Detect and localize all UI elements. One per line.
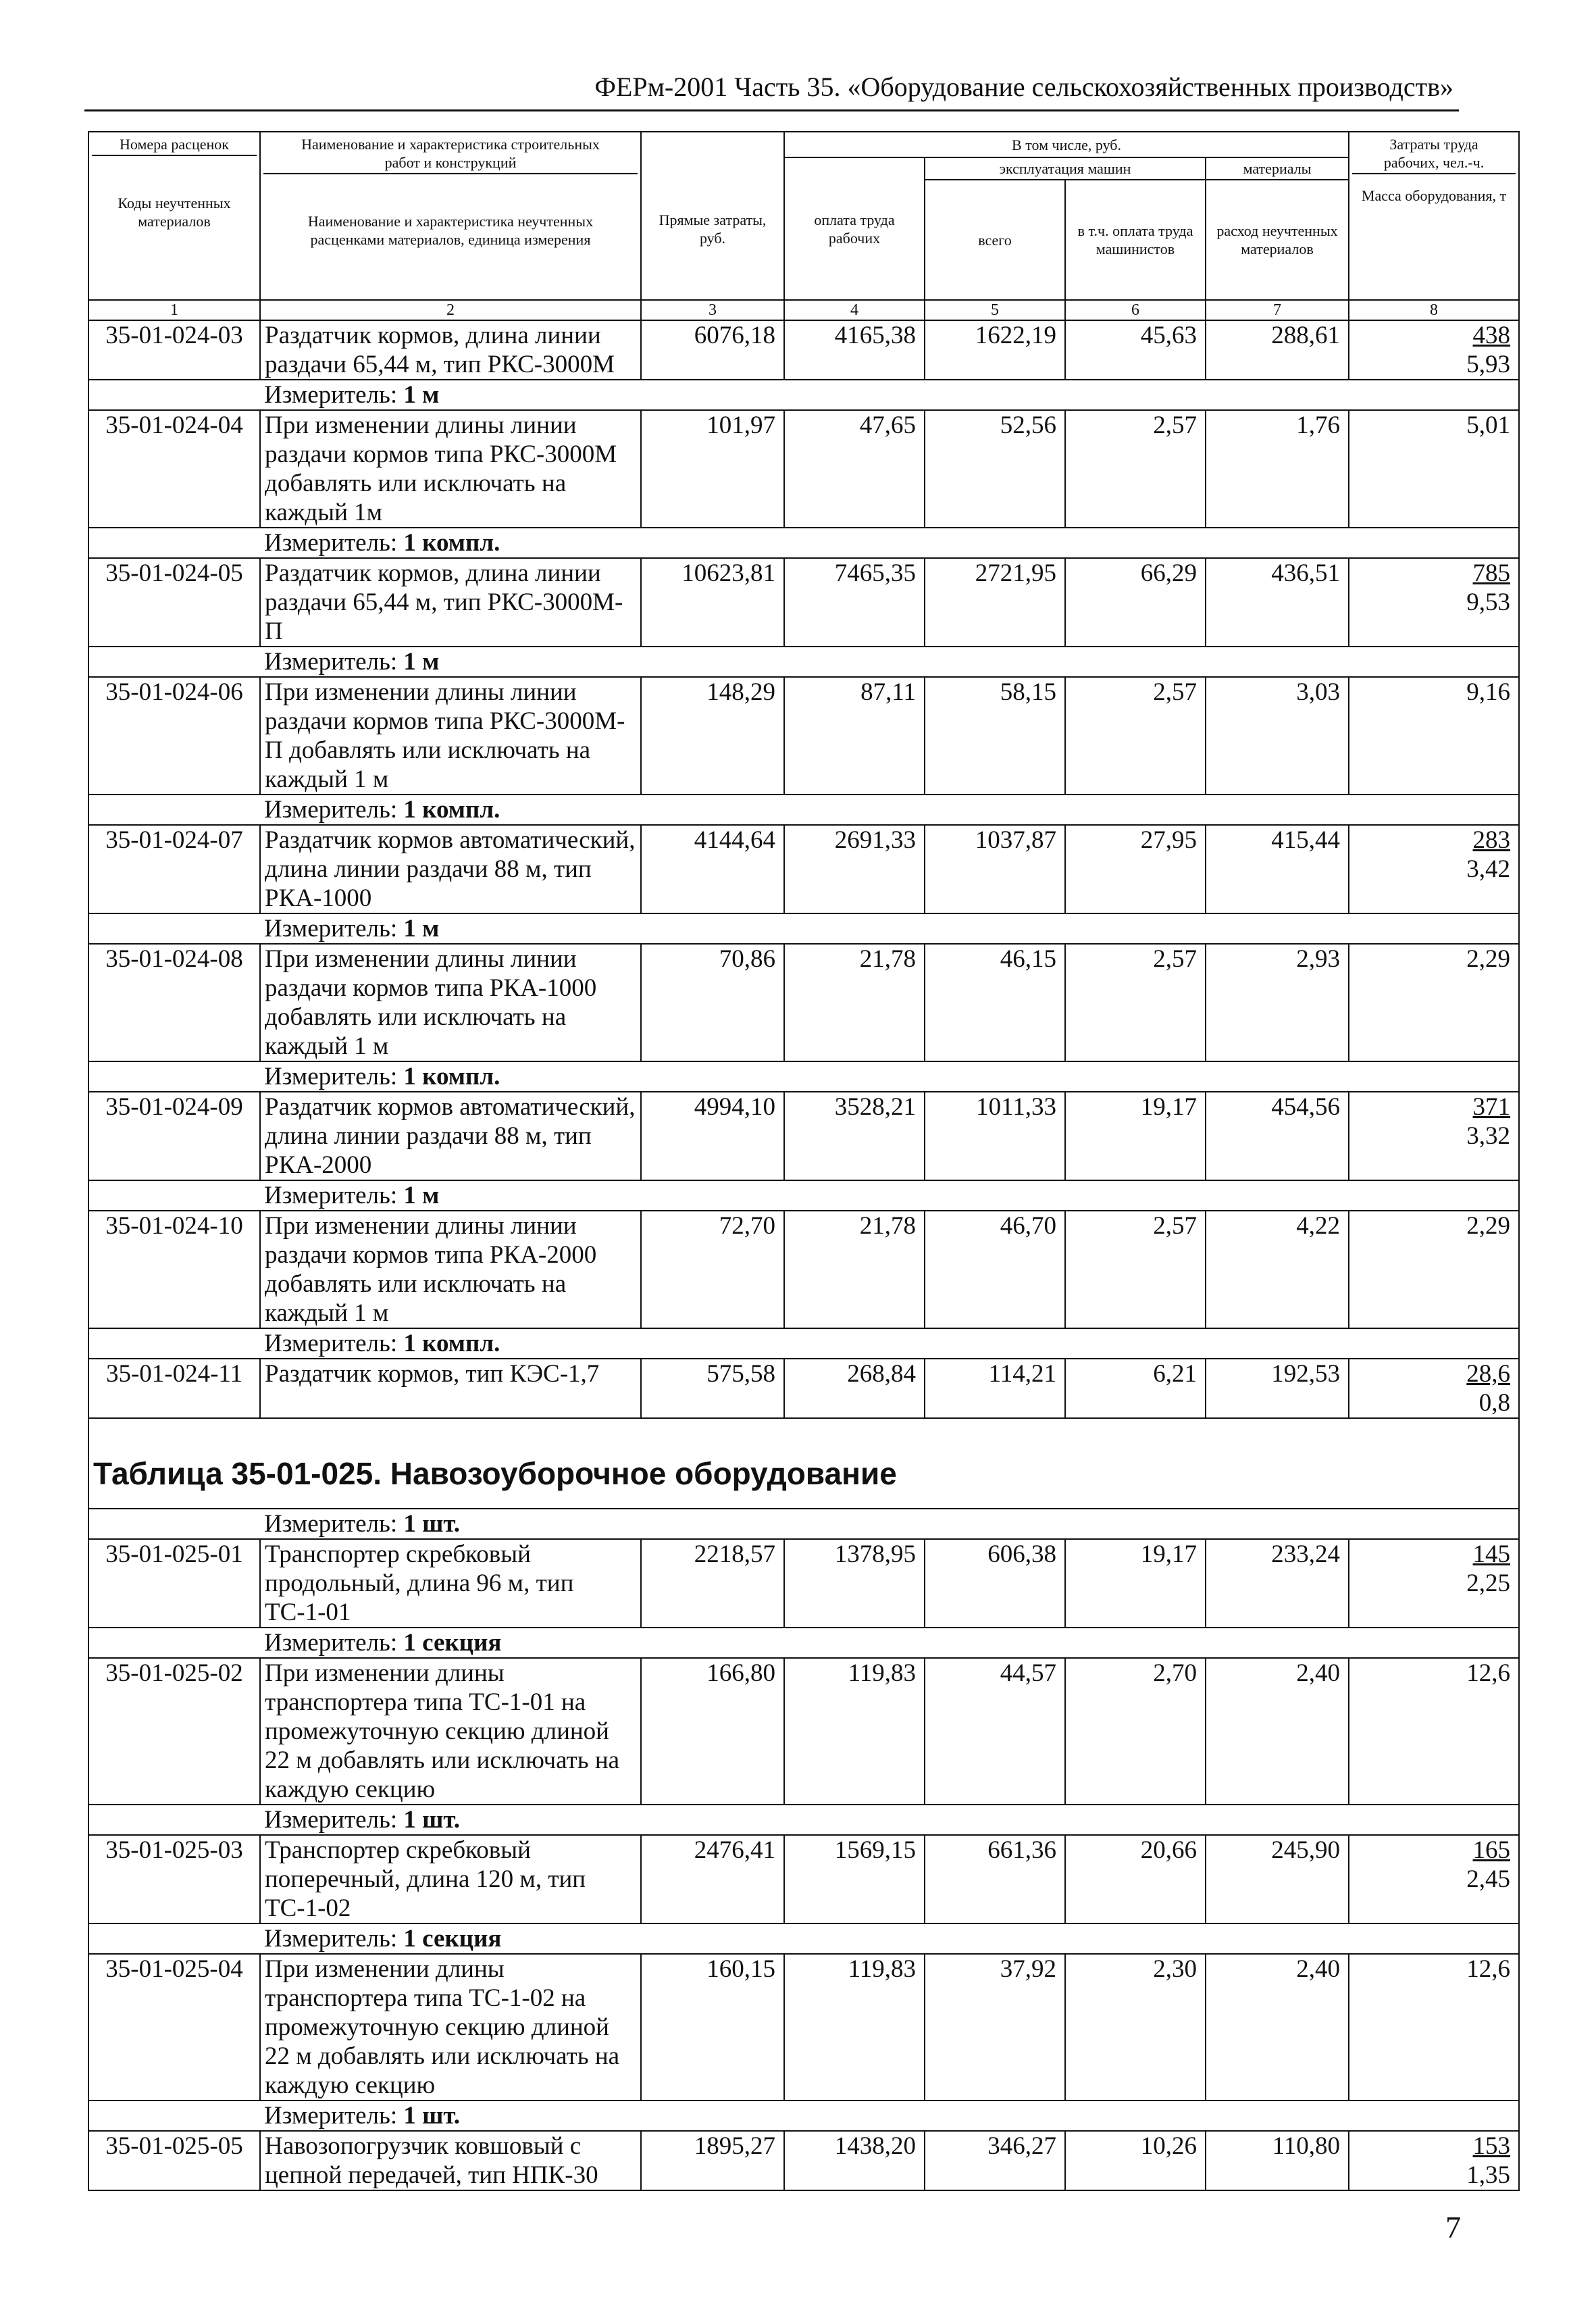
rate-code: 35-01-024-08 [88, 944, 260, 1061]
header-col2-bottom: Наименование и характеристика неучтенных расценками материалов, единица измерения [307, 213, 594, 248]
labor-mass-fraction [1466, 1359, 1510, 1417]
header-col2 [260, 132, 641, 300]
rate-value-c5: 58,15 [925, 677, 1065, 795]
measure-label: Измеритель: [264, 1629, 398, 1657]
measure-label: Измеритель: [264, 2102, 398, 2130]
measure-cell [260, 380, 1349, 410]
rate-value-c6: 6,21 [1065, 1359, 1206, 1418]
rate-value-c6: 2,57 [1065, 677, 1206, 795]
header-col3: Прямые затраты, руб. [641, 132, 784, 300]
rate-value-c4: 2691,33 [784, 825, 925, 913]
rate-value-c5: 606,38 [925, 1539, 1065, 1628]
measure-label: Измеритель: [264, 1330, 398, 1357]
header-col1-top: Номера расценок [92, 134, 257, 156]
rate-value-c4: 1438,20 [784, 2131, 925, 2190]
rate-row [88, 558, 1519, 647]
rate-description: Раздатчик кормов, длина линии раздачи 65,44 м, тип РКС-3000М-П [260, 558, 641, 647]
header-col8 [1349, 132, 1519, 300]
rate-row [88, 1658, 1519, 1805]
table2-body [88, 1509, 1519, 2190]
rate-code: 35-01-024-03 [88, 320, 260, 380]
column-number: 2 [260, 300, 641, 320]
measure-spacer [88, 1805, 260, 1835]
rate-value-c4: 47,65 [784, 410, 925, 528]
rate-value-c5: 44,57 [925, 1658, 1065, 1805]
labor-mass-fraction [1466, 1836, 1510, 1894]
labor-hours: 283 [1472, 826, 1511, 854]
rate-value-c5: 1037,87 [925, 825, 1065, 913]
rate-value-c3: 4994,10 [641, 1092, 784, 1180]
rate-value-c5: 46,70 [925, 1211, 1065, 1328]
labor-hours: 153 [1472, 2132, 1511, 2160]
rate-value-c3: 2218,57 [641, 1539, 784, 1628]
rate-labor-mass [1349, 1359, 1519, 1418]
measure-row [88, 1923, 1519, 1954]
page-number: 7 [1445, 2210, 1461, 2244]
measure-cell [260, 1180, 1349, 1211]
rate-row [88, 1211, 1519, 1328]
rate-row [88, 1835, 1519, 1923]
rate-value-c3: 6076,18 [641, 320, 784, 380]
rate-row [88, 320, 1519, 380]
rate-value-c7: 2,40 [1206, 1954, 1349, 2101]
header-machines: эксплуатация машин [925, 157, 1206, 180]
measure-value: 1 компл. [403, 1063, 500, 1090]
measure-row [88, 1628, 1519, 1658]
measure-spacer [88, 1061, 260, 1092]
measure-spacer [88, 647, 260, 677]
header-col1-bottom: Коды неучтенных материалов [118, 195, 231, 230]
measure-label: Измеритель: [264, 1925, 398, 1953]
rate-description: Раздатчик кормов автоматический, длина линии раздачи 88 м, тип РКА-1000 [260, 825, 641, 913]
measure-spacer [88, 1180, 260, 1211]
rate-code: 35-01-025-01 [88, 1539, 260, 1628]
column-number: 7 [1206, 300, 1349, 320]
measure-row [88, 1061, 1519, 1092]
column-number: 1 [88, 300, 260, 320]
rate-description: Раздатчик кормов автоматический, длина линии раздачи 88 м, тип РКА-2000 [260, 1092, 641, 1180]
measure-spacer [1349, 2101, 1519, 2131]
measure-label: Измеритель: [264, 1806, 398, 1834]
rate-code: 35-01-024-06 [88, 677, 260, 795]
rate-code: 35-01-024-07 [88, 825, 260, 913]
rate-value-c4: 119,83 [784, 1658, 925, 1805]
rate-code: 35-01-024-10 [88, 1211, 260, 1328]
rate-value-c3: 4144,64 [641, 825, 784, 913]
measure-spacer [1349, 795, 1519, 825]
labor-hours: 145 [1472, 1540, 1511, 1568]
measure-value: 1 шт. [403, 2102, 461, 2130]
measure-value: 1 шт. [403, 1510, 461, 1538]
rate-row [88, 2131, 1519, 2190]
rate-code: 35-01-024-11 [88, 1359, 260, 1418]
labor-mass-fraction [1466, 321, 1510, 379]
rate-value-c4: 21,78 [784, 944, 925, 1061]
measure-value: 1 м [403, 1182, 440, 1209]
rate-value-c7: 1,76 [1206, 410, 1349, 528]
rate-value-c5: 2721,95 [925, 558, 1065, 647]
equipment-mass: 5,93 [1466, 351, 1511, 378]
labor-hours: 438 [1472, 322, 1511, 349]
measure-label: Измеритель: [264, 648, 398, 676]
measure-label: Измеритель: [264, 1510, 398, 1538]
labor-hours: 12,6 [1466, 1955, 1511, 1983]
measure-value: 1 м [403, 915, 440, 942]
measure-spacer [1349, 1180, 1519, 1211]
measure-spacer [88, 528, 260, 558]
header-col2-top: Наименование и характеристика строительных работ и конструкций [263, 134, 638, 174]
rate-code: 35-01-024-04 [88, 410, 260, 528]
measure-spacer [1349, 1061, 1519, 1092]
column-number: 5 [925, 300, 1065, 320]
rate-value-c3: 10623,81 [641, 558, 784, 647]
equipment-mass: 3,42 [1466, 855, 1511, 883]
rate-labor-mass [1349, 1539, 1519, 1628]
labor-mass-fraction [1466, 826, 1510, 884]
measure-cell [260, 1805, 1349, 1835]
measure-value: 1 компл. [403, 529, 500, 557]
rate-value-c7: 192,53 [1206, 1359, 1349, 1418]
measure-spacer [1349, 913, 1519, 944]
rate-value-c3: 148,29 [641, 677, 784, 795]
rate-value-c6: 10,26 [1065, 2131, 1206, 2190]
rate-labor-mass [1349, 1092, 1519, 1180]
measure-cell [260, 913, 1349, 944]
labor-hours: 165 [1472, 1836, 1511, 1864]
rate-value-c6: 2,57 [1065, 410, 1206, 528]
rate-value-c7: 2,93 [1206, 944, 1349, 1061]
header-col4: оплата труда рабочих [784, 157, 925, 300]
measure-spacer [88, 1628, 260, 1658]
rate-row [88, 1359, 1519, 1418]
measure-row [88, 1509, 1519, 1539]
measure-cell [260, 795, 1349, 825]
measure-label: Измеритель: [264, 796, 398, 824]
measure-spacer [88, 380, 260, 410]
measure-row [88, 1805, 1519, 1835]
measure-cell [260, 1509, 1349, 1539]
measure-spacer [1349, 1628, 1519, 1658]
measure-label: Измеритель: [264, 1063, 398, 1090]
rate-value-c4: 21,78 [784, 1211, 925, 1328]
header-col1 [88, 132, 260, 300]
measure-cell [260, 1061, 1349, 1092]
rate-labor-mass [1349, 944, 1519, 1061]
measure-value: 1 секция [403, 1629, 502, 1657]
rates-table [88, 131, 1520, 2191]
equipment-mass: 9,53 [1466, 588, 1511, 616]
rate-labor-mass [1349, 1954, 1519, 2101]
measure-cell [260, 1628, 1349, 1658]
rate-row [88, 1539, 1519, 1628]
labor-mass-fraction [1466, 1540, 1510, 1598]
header-col5: всего [925, 180, 1065, 300]
rate-row [88, 1954, 1519, 2101]
rate-code: 35-01-025-02 [88, 1658, 260, 1805]
rate-description: При изменении длины линии раздачи кормов типа РКС-3000М добавлять или исключать на каждый 1м [260, 410, 641, 528]
rate-description: Транспортер скребковый поперечный, длина 120 м, тип ТС-1-02 [260, 1835, 641, 1923]
column-number: 4 [784, 300, 925, 320]
measure-row [88, 913, 1519, 944]
rate-labor-mass [1349, 1658, 1519, 1805]
measure-value: 1 компл. [403, 1330, 500, 1357]
rate-value-c7: 3,03 [1206, 677, 1349, 795]
rate-code: 35-01-024-05 [88, 558, 260, 647]
rate-description: Навозопогрузчик ковшовый с цепной передачей, тип НПК-30 [260, 2131, 641, 2190]
header-materials: материалы [1206, 157, 1349, 180]
measure-row [88, 380, 1519, 410]
labor-hours: 371 [1472, 1093, 1511, 1121]
measure-spacer [88, 913, 260, 944]
measure-row [88, 795, 1519, 825]
rate-value-c3: 70,86 [641, 944, 784, 1061]
header-col6: в т.ч. оплата труда машинистов [1065, 180, 1206, 300]
rate-value-c6: 2,57 [1065, 1211, 1206, 1328]
measure-label: Измеритель: [264, 915, 398, 942]
column-number: 8 [1349, 300, 1519, 320]
labor-mass-fraction [1466, 559, 1510, 617]
header-col7: расход неучтенных материалов [1206, 180, 1349, 300]
rate-value-c4: 119,83 [784, 1954, 925, 2101]
rate-value-c4: 3528,21 [784, 1092, 925, 1180]
rate-value-c4: 1378,95 [784, 1539, 925, 1628]
table2-title-block [88, 1418, 1519, 1509]
rate-value-c7: 454,56 [1206, 1092, 1349, 1180]
rate-row [88, 944, 1519, 1061]
labor-hours: 9,16 [1466, 678, 1511, 706]
rate-value-c5: 1011,33 [925, 1092, 1065, 1180]
measure-spacer [1349, 380, 1519, 410]
equipment-mass: 1,35 [1466, 2161, 1511, 2189]
measure-value: 1 м [403, 648, 440, 676]
measure-spacer [1349, 1328, 1519, 1359]
rate-value-c7: 288,61 [1206, 320, 1349, 380]
rate-labor-mass [1349, 410, 1519, 528]
rate-value-c7: 4,22 [1206, 1211, 1349, 1328]
rate-value-c6: 66,29 [1065, 558, 1206, 647]
page-header-title: ФЕРм-2001 Часть 35. «Оборудование сельскохозяйственных производств» [594, 72, 1453, 102]
rate-row [88, 410, 1519, 528]
rate-value-c5: 346,27 [925, 2131, 1065, 2190]
rate-value-c7: 110,80 [1206, 2131, 1349, 2190]
labor-hours: 12,6 [1466, 1659, 1511, 1687]
labor-hours: 28,6 [1466, 1360, 1511, 1388]
column-number: 6 [1065, 300, 1206, 320]
measure-spacer [1349, 1509, 1519, 1539]
rate-value-c6: 2,70 [1065, 1658, 1206, 1805]
rate-value-c4: 87,11 [784, 677, 925, 795]
page-header [84, 70, 1459, 111]
measure-value: 1 компл. [403, 796, 500, 824]
rate-value-c3: 1895,27 [641, 2131, 784, 2190]
measure-spacer [88, 1328, 260, 1359]
rate-value-c7: 245,90 [1206, 1835, 1349, 1923]
rate-description: При изменении длины линии раздачи кормов типа РКС-3000М-П добавлять или исключать на каждый 1 м [260, 677, 641, 795]
measure-row [88, 2101, 1519, 2131]
rate-value-c4: 4165,38 [784, 320, 925, 380]
rate-value-c6: 20,66 [1065, 1835, 1206, 1923]
header-including: В том числе, руб. [784, 132, 1349, 157]
rate-value-c3: 166,80 [641, 1658, 784, 1805]
measure-row [88, 1180, 1519, 1211]
equipment-mass: 0,8 [1478, 1389, 1511, 1417]
measure-row [88, 647, 1519, 677]
rate-value-c5: 114,21 [925, 1359, 1065, 1418]
measure-spacer [88, 2101, 260, 2131]
rate-value-c7: 233,24 [1206, 1539, 1349, 1628]
rate-labor-mass [1349, 1211, 1519, 1328]
rate-row [88, 825, 1519, 913]
rate-description: При изменении длины линии раздачи кормов типа РКА-1000 добавлять или исключать на каждый 1 м [260, 944, 641, 1061]
rate-value-c6: 2,57 [1065, 944, 1206, 1061]
rates-table-body [88, 132, 1519, 1418]
rate-value-c4: 268,84 [784, 1359, 925, 1418]
rate-value-c7: 2,40 [1206, 1658, 1349, 1805]
measure-cell [260, 1328, 1349, 1359]
rate-value-c5: 46,15 [925, 944, 1065, 1061]
labor-mass-fraction [1466, 1092, 1510, 1151]
measure-spacer [88, 1923, 260, 1954]
measure-cell [260, 2101, 1349, 2131]
column-numbers-row [88, 300, 1519, 320]
rate-description: При изменении длины линии раздачи кормов типа РКА-2000 добавлять или исключать на каждый 1 м [260, 1211, 641, 1328]
measure-spacer [1349, 528, 1519, 558]
rate-value-c3: 575,58 [641, 1359, 784, 1418]
rate-value-c6: 2,30 [1065, 1954, 1206, 2101]
rate-row [88, 1092, 1519, 1180]
rate-value-c4: 1569,15 [784, 1835, 925, 1923]
rate-labor-mass [1349, 825, 1519, 913]
labor-hours: 2,29 [1466, 945, 1511, 973]
measure-row [88, 1328, 1519, 1359]
header-col8-bottom: Масса оборудования, т [1361, 187, 1507, 204]
rate-code: 35-01-025-05 [88, 2131, 260, 2190]
rate-value-c3: 101,97 [641, 410, 784, 528]
equipment-mass: 2,25 [1466, 1569, 1511, 1597]
measure-row [88, 528, 1519, 558]
column-number: 3 [641, 300, 784, 320]
measure-label: Измеритель: [264, 381, 398, 409]
measure-label: Измеритель: [264, 1182, 398, 1209]
header-col8-top: Затраты труда рабочих, чел.-ч. [1352, 134, 1516, 174]
rate-code: 35-01-025-03 [88, 1835, 260, 1923]
rate-code: 35-01-024-09 [88, 1092, 260, 1180]
rate-description: При изменении длины транспортера типа ТС-1-02 на промежуточную секцию длиной 22 м добавлять или исключать на каждую секцию [260, 1954, 641, 2101]
rate-value-c6: 19,17 [1065, 1539, 1206, 1628]
measure-cell [260, 1923, 1349, 1954]
rate-description: При изменении длины транспортера типа ТС-1-01 на промежуточную секцию длиной 22 м добавлять или исключать на каждую секцию [260, 1658, 641, 1805]
labor-mass-fraction [1466, 2132, 1510, 2190]
rate-labor-mass [1349, 677, 1519, 795]
measure-cell [260, 647, 1349, 677]
rate-value-c3: 72,70 [641, 1211, 784, 1328]
rate-code: 35-01-025-04 [88, 1954, 260, 2101]
measure-spacer [1349, 1923, 1519, 1954]
measure-spacer [88, 795, 260, 825]
rate-value-c6: 45,63 [1065, 320, 1206, 380]
measure-spacer [1349, 647, 1519, 677]
measure-value: 1 шт. [403, 1806, 461, 1834]
rate-labor-mass [1349, 2131, 1519, 2190]
labor-hours: 785 [1472, 559, 1511, 587]
measure-spacer [88, 1509, 260, 1539]
rate-labor-mass [1349, 320, 1519, 380]
rate-labor-mass [1349, 558, 1519, 647]
rate-value-c7: 436,51 [1206, 558, 1349, 647]
measure-value: 1 секция [403, 1925, 502, 1953]
equipment-mass: 2,45 [1466, 1865, 1511, 1893]
rate-row [88, 677, 1519, 795]
rate-description: Раздатчик кормов, тип КЭС-1,7 [260, 1359, 641, 1418]
rate-labor-mass [1349, 1835, 1519, 1923]
measure-cell [260, 528, 1349, 558]
rate-value-c5: 1622,19 [925, 320, 1065, 380]
rate-value-c5: 52,56 [925, 410, 1065, 528]
rate-value-c6: 27,95 [1065, 825, 1206, 913]
rate-description: Транспортер скребковый продольный, длина 96 м, тип ТС-1-01 [260, 1539, 641, 1628]
measure-value: 1 м [403, 381, 440, 409]
rate-value-c5: 37,92 [925, 1954, 1065, 2101]
table2-title: Таблица 35-01-025. Навозоуборочное оборудование [88, 1418, 1519, 1509]
rate-value-c6: 19,17 [1065, 1092, 1206, 1180]
labor-hours: 2,29 [1466, 1212, 1511, 1240]
measure-spacer [1349, 1805, 1519, 1835]
rate-value-c3: 160,15 [641, 1954, 784, 2101]
rate-value-c7: 415,44 [1206, 825, 1349, 913]
rate-value-c5: 661,36 [925, 1835, 1065, 1923]
labor-hours: 5,01 [1466, 411, 1511, 439]
rate-value-c4: 7465,35 [784, 558, 925, 647]
measure-label: Измеритель: [264, 529, 398, 557]
rate-value-c3: 2476,41 [641, 1835, 784, 1923]
equipment-mass: 3,32 [1466, 1122, 1511, 1150]
rate-description: Раздатчик кормов, длина линии раздачи 65,44 м, тип РКС-3000М [260, 320, 641, 380]
